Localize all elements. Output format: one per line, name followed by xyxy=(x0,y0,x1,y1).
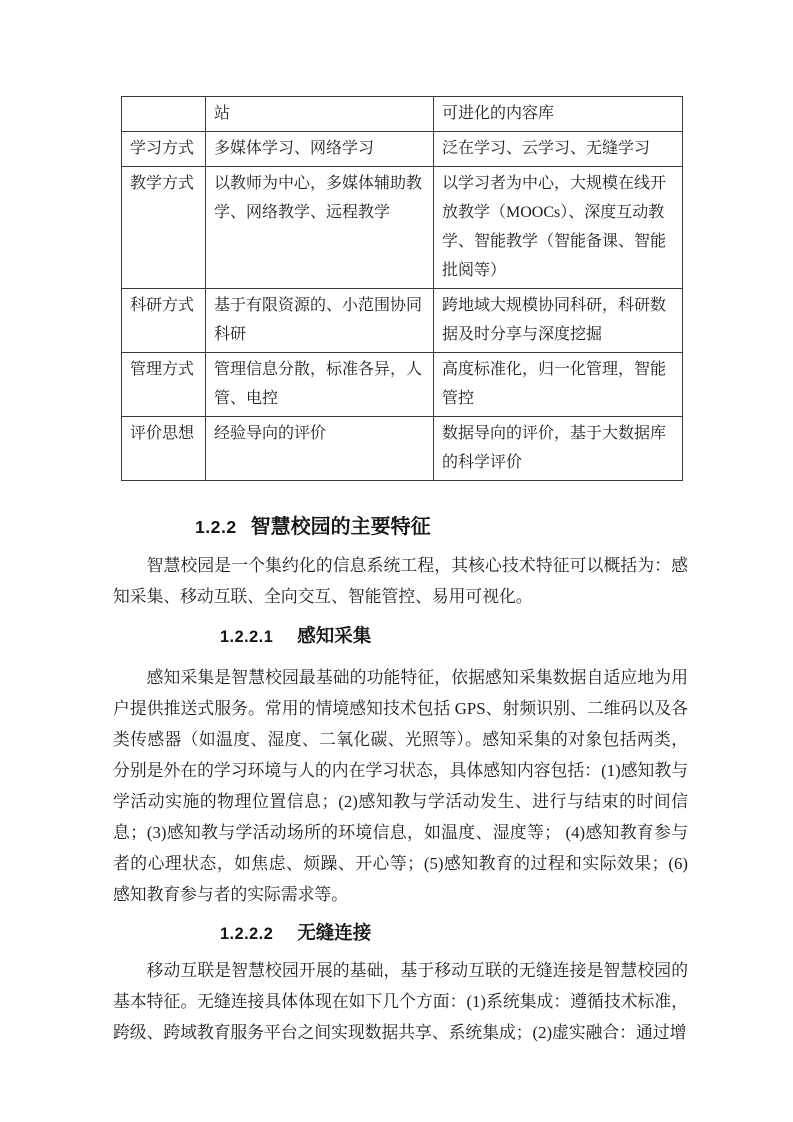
table-cell: 科研方式 xyxy=(122,289,206,353)
heading-number: 1.2.2 xyxy=(195,517,237,537)
table-row xyxy=(122,97,683,132)
heading-title: 感知采集 xyxy=(297,625,372,646)
table-cell: 管理方式 xyxy=(122,353,206,417)
table-row xyxy=(122,167,683,289)
table-cell: 以学习者为中心，大规模在线开放教学（MOOCs）、深度互动教学、智能教学（智能备课、智能批阅等） xyxy=(434,167,683,289)
table-cell: 站 xyxy=(206,97,434,132)
table-cell: 经验导向的评价 xyxy=(206,417,434,481)
table-cell: 数据导向的评价，基于大数据库的科学评价 xyxy=(434,417,683,481)
table-row xyxy=(122,417,683,481)
table-cell: 多媒体学习、网络学习 xyxy=(206,132,434,167)
heading-title: 无缝连接 xyxy=(297,922,372,943)
table-cell: 基于有限资源的、小范围协同科研 xyxy=(206,289,434,353)
table-cell: 跨地域大规模协同科研，科研数据及时分享与深度挖掘 xyxy=(434,289,683,353)
paragraph-seamless: 移动互联是智慧校园开展的基础，基于移动互联的无缝连接是智慧校园的基本特征。无缝连接具体体现在如下几个方面：(1)系统集成：遵循技术标准，跨级、跨域教育服务平台之间实现数据共享、系统集成；(2)虚实融合：通过增 xyxy=(113,961,688,1042)
table-cell: 可进化的内容库 xyxy=(434,97,683,132)
comparison-table xyxy=(121,96,683,481)
table-cell: 以教师为中心，多媒体辅助教学、网络教学、远程教学 xyxy=(206,167,434,289)
table-cell: 学习方式 xyxy=(122,132,206,167)
section-heading-1222 xyxy=(220,921,688,946)
table-row xyxy=(122,132,683,167)
table-row xyxy=(122,353,683,417)
table-cell: 教学方式 xyxy=(122,167,206,289)
table-cell: 泛在学习、云学习、无缝学习 xyxy=(434,132,683,167)
section-heading-1221 xyxy=(220,624,688,649)
table-cell: 高度标准化，归一化管理，智能管控 xyxy=(434,353,683,417)
heading-number: 1.2.2.2 xyxy=(220,925,274,943)
page-content xyxy=(113,96,688,1048)
table-cell xyxy=(122,97,206,132)
heading-number: 1.2.2.1 xyxy=(220,628,274,646)
heading-title: 智慧校园的主要特征 xyxy=(250,516,431,538)
paragraph-overview: 智慧校园是一个集约化的信息系统工程，其核心技术特征可以概括为：感知采集、移动互联、全向交互、智能管控、易用可视化。 xyxy=(113,556,688,606)
table-row xyxy=(122,289,683,353)
section-heading-122 xyxy=(195,515,688,539)
paragraph-perception: 感知采集是智慧校园最基础的功能特征，依据感知采集数据自适应地为用户提供推送式服务。常用的情境感知技术包括 GPS、射频识别、二维码以及各类传感器（如温度、湿度、二氧化碳、光照等）。感知采集的对象包括两类，分别是外在的学习环境与人的内在学习状态，具体感知内容包括：(1)感知教与学活动实施的物理位置信息；(2)感知教与学活动发生、进行与结束的时间信息；(3)感知教与学活动场所的环境信息，如温度、湿度等； (4)感知教育参与者的心理状态，如焦虑、烦躁、开心等；(5)感知教育的过程和实际效果；(6)感知教育参与者的实际需求等。 xyxy=(113,668,688,904)
table-cell: 管理信息分散，标准各异，人管、电控 xyxy=(206,353,434,417)
table-cell: 评价思想 xyxy=(122,417,206,481)
